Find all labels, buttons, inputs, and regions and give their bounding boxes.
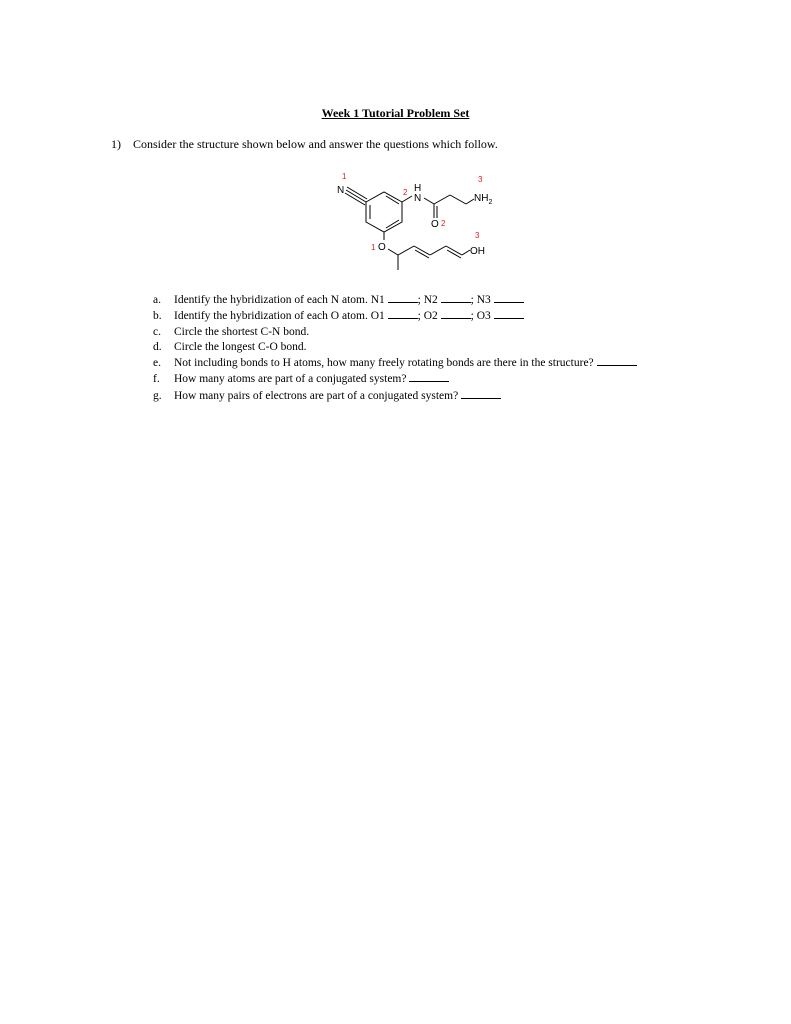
- label-n3: 3: [478, 175, 483, 184]
- part-a: a. Identify the hybridization of each N atom. N1 ; N2 ; N3: [153, 292, 637, 308]
- atom-o2: O: [431, 219, 439, 230]
- part-letter: f.: [153, 373, 160, 386]
- label-o3: 3: [475, 231, 480, 240]
- part-letter: a.: [153, 294, 161, 306]
- part-text: Identify the hybridization of each O atom. O1: [174, 310, 385, 323]
- answer-blank-g[interactable]: [461, 388, 501, 399]
- part-letter: b.: [153, 310, 162, 323]
- part-g: [153, 388, 637, 404]
- part-text: How many atoms are part of a conjugated system?: [174, 373, 407, 386]
- answer-blank-f[interactable]: [409, 371, 449, 382]
- question-1: [111, 137, 498, 152]
- label-n1: 1: [342, 172, 347, 181]
- question-text: Consider the structure shown below and answer the questions which follow.: [133, 137, 498, 151]
- part-text: Circle the shortest C-N bond.: [174, 325, 310, 338]
- answer-blank-n1[interactable]: [388, 292, 418, 303]
- atom-o1: O: [378, 242, 386, 253]
- answer-blank-n2[interactable]: [441, 292, 471, 303]
- part-text: Identify the hybridization of each N atom. N1: [174, 294, 385, 306]
- atom-n2: N: [414, 193, 422, 204]
- part-c: [153, 325, 637, 340]
- atom-n3: $NH_2$: [474, 193, 493, 206]
- label-n2: 2: [403, 188, 408, 197]
- question-parts: [153, 292, 637, 404]
- part-e: [153, 355, 637, 371]
- answer-blank-o2[interactable]: [441, 308, 471, 319]
- page-title: Week 1 Tutorial Problem Set: [321, 106, 470, 120]
- part-text: Circle the longest C-O bond.: [174, 340, 307, 353]
- answer-blank-n3[interactable]: [494, 292, 524, 303]
- atom-o3: OH: [470, 246, 485, 257]
- answer-blank-o1[interactable]: [388, 308, 418, 319]
- part-text: How many pairs of electrons are part of a conjugated system?: [174, 389, 459, 402]
- part-d: [153, 340, 637, 355]
- nitrile-bond: [346, 190, 366, 202]
- chemical-structure: [300, 160, 520, 280]
- atom-n2-h: H: [414, 183, 422, 194]
- benzene-ring: [366, 192, 402, 232]
- answer-blank-o3[interactable]: [494, 308, 524, 319]
- atom-n1: N: [337, 185, 345, 196]
- label-o2: 2: [441, 219, 446, 228]
- question-number: 1): [111, 137, 121, 151]
- part-text: Not including bonds to H atoms, how many freely rotating bonds are there in the structure?: [174, 357, 594, 370]
- label-o1: 1: [371, 243, 376, 252]
- part-letter: c.: [153, 325, 161, 338]
- answer-blank-e[interactable]: [597, 355, 637, 366]
- part-b: b. Identify the hybridization of each O atom. O1 ; O2 ; O3: [153, 308, 637, 324]
- part-letter: g.: [153, 389, 162, 402]
- part-letter: e.: [153, 357, 161, 370]
- part-f: [153, 371, 637, 387]
- part-letter: d.: [153, 340, 162, 353]
